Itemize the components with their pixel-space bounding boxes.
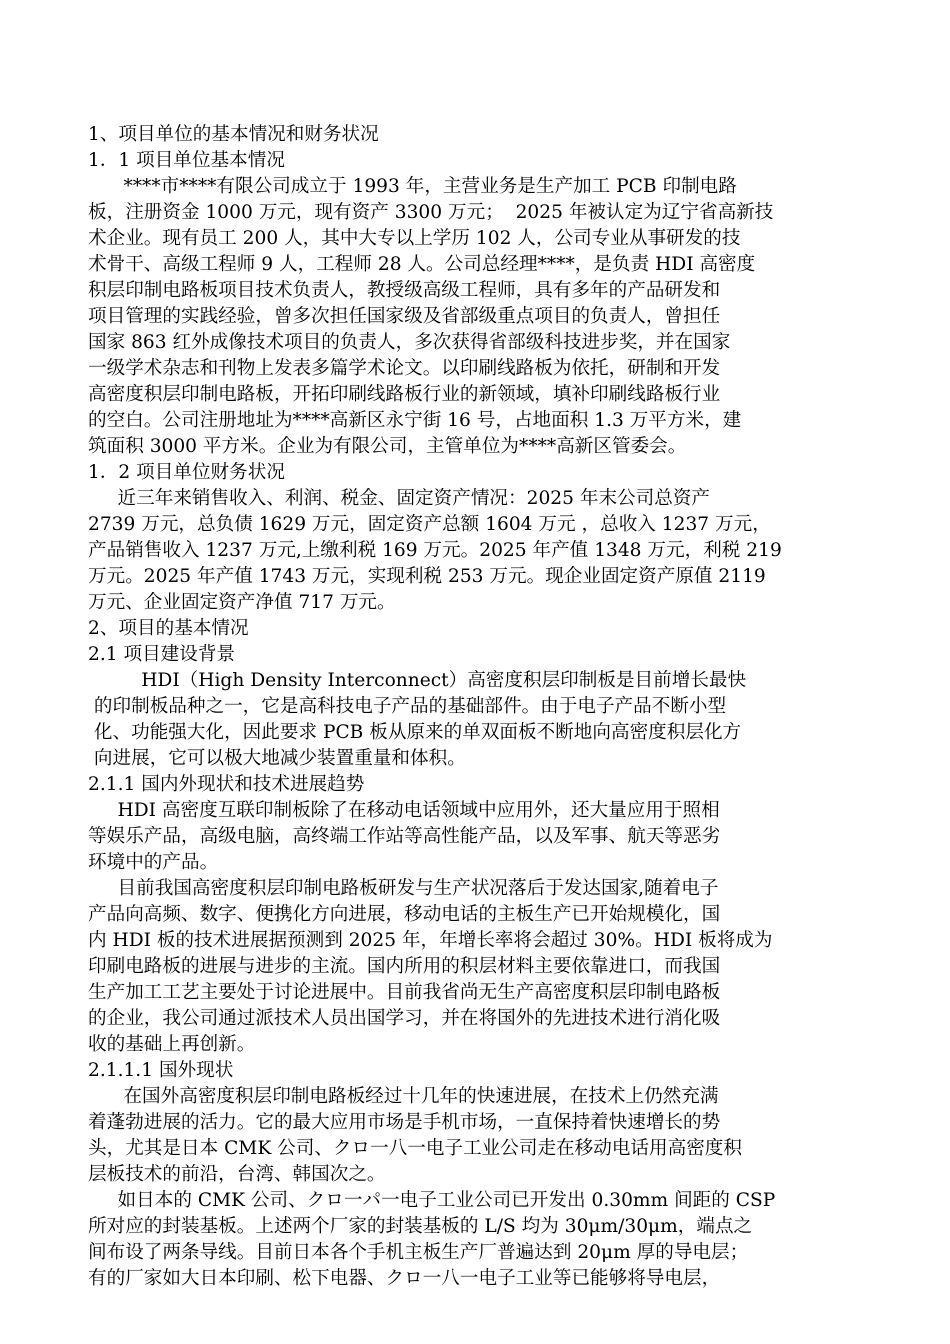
text-line: 在国外高密度积层印制电路板经过十几年的快速进展，在技术上仍然充满	[88, 1086, 719, 1107]
text-line: 内 HDI 板的技术进展据预测到 2025 年，年增长率将会超过 30%。HDI 板将成为	[88, 930, 773, 951]
section-heading: 1、项目单位的基本情况和财务状况	[88, 124, 379, 145]
text-line: 目前我国高密度积层印制电路板研发与生产状况落后于发达国家,随着电子	[88, 878, 719, 899]
text-line: 产品向高频、数字、便携化方向进展，移动电话的主板生产已开始规模化，国	[88, 904, 721, 925]
text-line: 近三年来销售收入、利润、税金、固定资产情况：2025 年末公司总资产	[88, 488, 711, 509]
text-line: 有的厂家如大日本印刷、松下电器、クロ一八一电子工业等已能够将导电层，	[88, 1268, 721, 1289]
document-body	[88, 122, 863, 1292]
text-line: 国家 863 红外成像技术项目的负责人，多次获得省部级科技进步奖，并在国家	[88, 332, 731, 353]
text-line: 生产加工工艺主要处于讨论进展中。目前我省尚无生产高密度积层印制电路板	[88, 982, 721, 1003]
text-line: 等娱乐产品，高级电脑，高终端工作站等高性能产品，以及军事、航天等恶劣	[88, 826, 721, 847]
text-line: 的空白。公司注册地址为****高新区永宁街 16 号，占地面积 1.3 万平方米，建	[88, 410, 742, 431]
text-line: 收的基础上再创新。	[88, 1034, 256, 1055]
text-line: 着蓬勃进展的活力。它的最大应用市场是手机市场，一直保持着快速增长的势	[88, 1112, 721, 1133]
text-line: 产品销售收入 1237 万元,上缴利税 169 万元。2025 年产值 1348 万元，利税 219	[88, 540, 782, 561]
text-line: 2739 万元，总负债 1629 万元，固定资产总额 1604 万元 ，总收入 1237 万元，	[88, 514, 771, 535]
subsection-heading: 2.1.1.1 国外现状	[88, 1060, 234, 1081]
text-line: 印刷电路板的进展与进步的主流。国内所用的积层材料主要依靠进口，而我国	[88, 956, 721, 977]
text-line: 一级学术杂志和刊物上发表多篇学术论文。以印刷线路板为依托，研制和开发	[88, 358, 721, 379]
text-line: 板，注册资金 1000 万元，现有资产 3300 万元； 2025 年被认定为辽宁省高新技	[88, 202, 774, 223]
text-line: 积层印制电路板项目技术负责人，教授级高级工程师，具有多年的产品研发和	[88, 280, 721, 301]
text-line: 间布设了两条导线。目前日本各个手机主板生产厂普遍达到 20μm 厚的导电层；	[88, 1242, 749, 1263]
text-line: 高密度积层印制电路板，开拓印刷线路板行业的新领域，填补印刷线路板行业	[88, 384, 721, 405]
text-line: 层板技术的前沿，台湾、韩国次之。	[88, 1164, 386, 1185]
text-line: 筑面积 3000 平方米。企业为有限公司，主管单位为****高新区管委会。	[88, 436, 687, 457]
text-line: 术骨干、高级工程师 9 人，工程师 28 人。公司总经理****，是负责 HDI 高密度	[88, 254, 756, 275]
subsection-heading: 1．1 项目单位基本情况	[88, 150, 285, 171]
text-line: HDI 高密度互联印制板除了在移动电话领域中应用外，还大量应用于照相	[88, 800, 720, 821]
text-line: 的印制板品种之一，它是高科技电子产品的基础部件。由于电子产品不断小型	[88, 696, 727, 717]
subsection-heading: 2.1 项目建设背景	[88, 644, 236, 665]
text-line: 项目管理的实践经验，曾多次担任国家级及省部级重点项目的负责人，曾担任	[88, 306, 721, 327]
text-line: 向进展，它可以极大地减少装置重量和体积。	[88, 748, 466, 769]
text-line: ****市****有限公司成立于 1993 年，主营业务是生产加工 PCB 印制电路	[88, 176, 737, 197]
text-line: 的企业，我公司通过派技术人员出国学习，并在将国外的先进技术进行消化吸	[88, 1008, 721, 1029]
text-line: 术企业。现有员工 200 人，其中大专以上学历 102 人，公司专业从事研发的技	[88, 228, 741, 249]
text-line: 如日本的 CMK 公司、クロ一パ一电子工业公司已开发出 0.30mm 间距的 CSP	[88, 1190, 776, 1211]
text-line: 万元、企业固定资产净值 717 万元。	[88, 592, 396, 613]
text-line: HDI（High Density Interconnect）高密度积层印制板是目前增长最快	[88, 670, 747, 691]
text-line: 头，尤其是日本 CMK 公司、クロ一八一电子工业公司走在移动电话用高密度积	[88, 1138, 742, 1159]
text-line: 所对应的封装基板。上述两个厂家的封装基板的 L/S 均为 30μm/30μm，端点之	[88, 1216, 753, 1237]
text-line: 万元。2025 年产值 1743 万元，实现利税 253 万元。现企业固定资产原值 2119	[88, 566, 766, 587]
text-line: 化、功能强大化，因此要求 PCB 板从原来的单双面板不断地向高密度积层化方	[88, 722, 742, 743]
text-line: 环境中的产品。	[88, 852, 219, 873]
section-heading: 2、项目的基本情况	[88, 618, 249, 639]
subsection-heading: 2.1.1 国内外现状和技术进展趋势	[88, 774, 365, 795]
subsection-heading: 1．2 项目单位财务状况	[88, 462, 285, 483]
